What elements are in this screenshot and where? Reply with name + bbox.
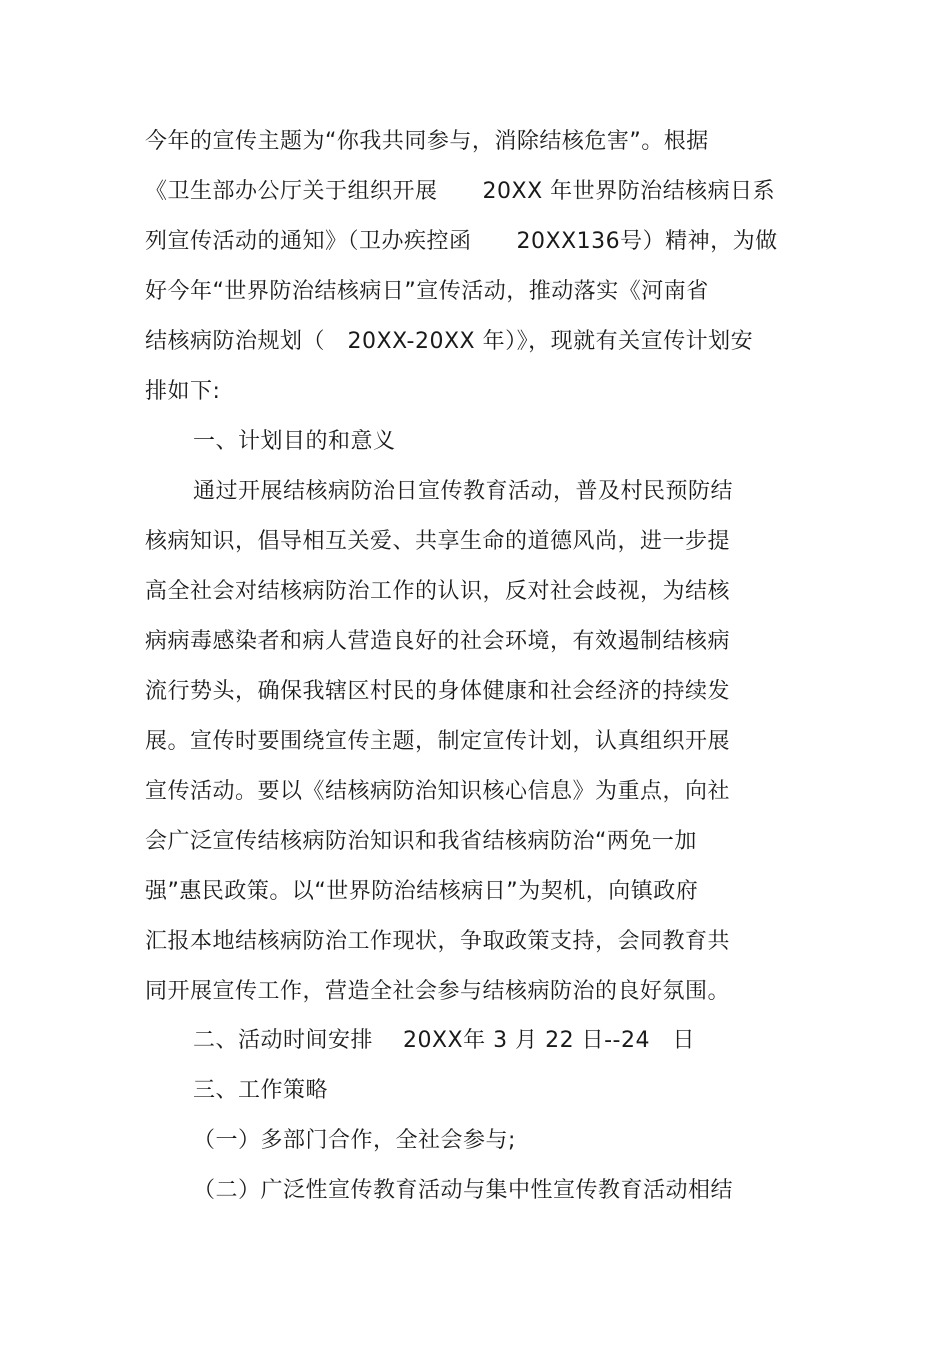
text-line: 排如下: <box>145 379 221 404</box>
section-heading: 一、计划目的和意义 <box>193 429 396 454</box>
text-line: 今年的宣传主题为“你我共同参与，消除结核危害”。根据 <box>145 129 709 154</box>
text-line: 列宣传活动的通知》（卫办疾控函 20XX136号）精神，为做 <box>145 229 778 254</box>
text-line: 会广泛宣传结核病防治知识和我省结核病防治“两免一加 <box>145 829 697 854</box>
text-line: 同开展宣传工作，营造全社会参与结核病防治的良好氛围。 <box>145 979 731 1004</box>
text-line: 《卫生部办公厅关于组织开展 20XX 年世界防治结核病日系 <box>145 179 776 204</box>
text-line: 展。宣传时要围绕宣传主题，制定宣传计划，认真组织开展 <box>145 729 731 754</box>
text-line: 结核病防治规划（ 20XX-20XX 年）》，现就有关宣传计划安 <box>145 329 754 354</box>
text-line: 宣传活动。要以《结核病防治知识核心信息》为重点，向社 <box>145 779 731 804</box>
section-heading: 二、活动时间安排 20XX年 3 月 22 日--24 日 <box>193 1028 695 1053</box>
text-line: 强”惠民政策。以“世界防治结核病日”为契机，向镇政府 <box>145 879 699 904</box>
text-line: 流行势头，确保我辖区村民的身体健康和社会经济的持续发 <box>145 679 731 704</box>
text-line: 汇报本地结核病防治工作现状，争取政策支持，会同教育共 <box>145 929 731 954</box>
subsection-item: （二）广泛性宣传教育活动与集中性宣传教育活动相结 <box>193 1178 734 1203</box>
section-heading: 三、工作策略 <box>193 1078 329 1103</box>
text-line: 高全社会对结核病防治工作的认识，反对社会歧视，为结核 <box>145 579 731 604</box>
text-line: 病病毒感染者和病人营造良好的社会环境，有效遏制结核病 <box>145 629 731 654</box>
text-line: 核病知识，倡导相互关爱、共享生命的道德风尚，进一步提 <box>145 529 731 554</box>
text-line: 好今年“世界防治结核病日”宣传活动，推动落实《河南省 <box>145 279 709 304</box>
subsection-item: （一）多部门合作，全社会参与; <box>193 1128 516 1153</box>
text-line: 通过开展结核病防治日宣传教育活动，普及村民预防结 <box>193 479 734 504</box>
